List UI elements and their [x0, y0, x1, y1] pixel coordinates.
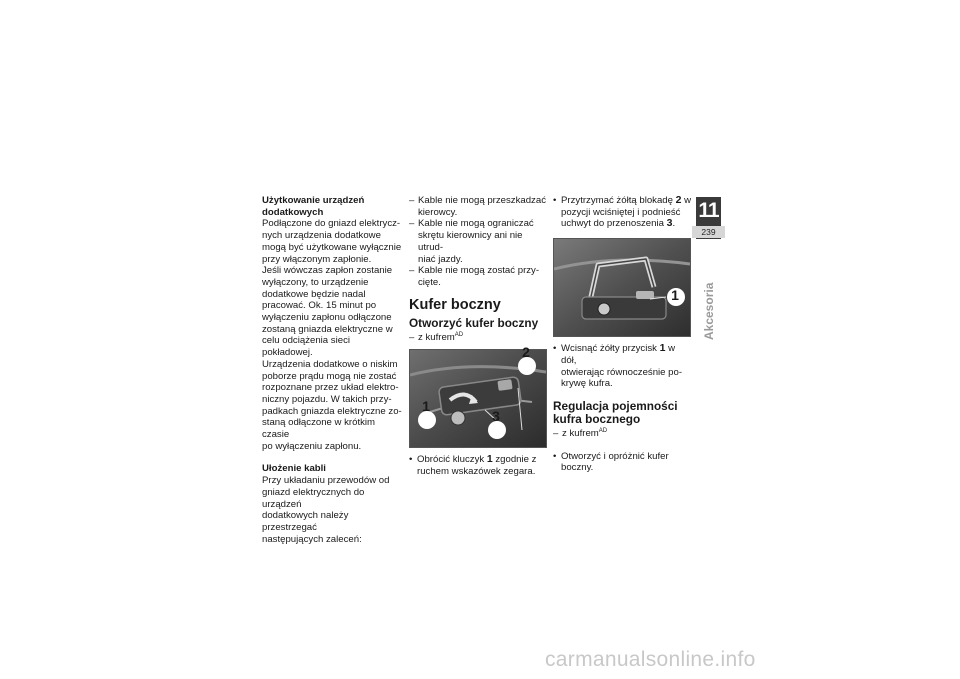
- text-line: Podłączone do gniazd elektrycz-: [262, 218, 401, 230]
- page-number: 239: [692, 226, 725, 238]
- condition-sup: AD: [598, 427, 608, 434]
- text-line: [561, 343, 693, 366]
- ref-number: 1: [659, 342, 666, 355]
- ref-number: 1: [486, 453, 493, 466]
- condition-text: z kufrem: [418, 331, 455, 343]
- condition-text: z kufrem: [562, 427, 599, 439]
- condition-sup: AD: [454, 331, 464, 338]
- callout-3: 3: [492, 408, 500, 424]
- text-line: boczny.: [561, 462, 594, 474]
- text-line: celu odciążenia sieci pokładowej.: [262, 335, 350, 359]
- callout-2: 2: [522, 344, 530, 360]
- text-line: niać jazdy.: [418, 253, 463, 265]
- heading-cable-routing: Ułożenie kabli: [262, 463, 326, 475]
- text-line: [561, 195, 693, 207]
- heading-line: dodatkowych: [262, 206, 324, 218]
- text-line: zostaną gniazda elektryczne w: [262, 323, 393, 335]
- column-middle: [409, 195, 549, 478]
- text-line: pozycji wciśniętej i podnieść: [561, 206, 681, 218]
- paragraph-cable-routing: [262, 475, 402, 545]
- paragraph-accessory-use: [262, 218, 402, 452]
- bullet-turn-key: [409, 454, 549, 477]
- chapter-side-label: Akcesoria: [702, 282, 716, 340]
- text-run: uchwyt do przenoszenia: [561, 218, 667, 230]
- text-line: krywę kufra.: [561, 378, 613, 390]
- heading-line: Użytkowanie urządzeń: [262, 195, 365, 206]
- text-line: kierowcy.: [418, 206, 458, 218]
- text-line: po wyłączeniu zapłonu.: [262, 440, 362, 452]
- text-line: nych urządzenia dodatkowe: [262, 230, 381, 242]
- text-line: padkach gniazda elektryczne zo-: [262, 405, 402, 417]
- text-line: [417, 454, 549, 466]
- text-line: Urządzenia dodatkowe o niskim: [262, 358, 398, 370]
- text-run: Wcisnąć żółty przycisk: [561, 343, 660, 355]
- callout-1-right: 1: [671, 287, 679, 303]
- text-line: pracować. Ok. 15 minut po: [262, 300, 377, 312]
- bullet-open-empty: [553, 451, 693, 474]
- text-line: rozpoznane przez układ elektro-: [262, 382, 399, 394]
- text-line: cięte.: [418, 276, 441, 288]
- text-line: następujących zaleceń:: [262, 533, 362, 545]
- column-left: [262, 195, 402, 545]
- bullet-hold-latch: [553, 195, 693, 230]
- subsection-title-adjust-volume: [553, 400, 693, 426]
- text-line: – Kable nie mogą zostać przy-: [418, 265, 540, 277]
- text-run: w: [681, 195, 692, 206]
- condition-note-right: [553, 428, 693, 440]
- chapter-number: 11: [698, 199, 719, 222]
- text-line: mogą być użytkowane wyłącznie: [262, 241, 402, 253]
- text-line: wyłączeniu zapłonu odłączone: [262, 312, 392, 324]
- condition-note: [409, 332, 549, 344]
- text-line: wyłączony, to urządzenie: [262, 276, 369, 288]
- callout-1: 1: [422, 398, 430, 414]
- text-line: poborze prądu mogą nie zostać: [262, 370, 397, 382]
- text-run: .: [672, 218, 676, 230]
- dash-item-cable-pinch: [409, 265, 549, 288]
- text-run: Przytrzymać żółtą blokadę: [561, 195, 676, 206]
- text-line: Przy układaniu przewodów od: [262, 475, 390, 487]
- text-line: • Otworzyć i opróżnić kufer: [561, 450, 669, 462]
- text-line: dodatkowych należy przestrzegać: [262, 510, 349, 533]
- text-line: niczny pojazdu. W takich przy-: [262, 393, 392, 405]
- watermark: carmanualsonline.info: [545, 648, 756, 671]
- text-line: – Kable nie mogą przeszkadzać: [418, 195, 546, 206]
- section-title: Kufer boczny: [409, 296, 501, 313]
- text-line: – Kable nie mogą ograniczać: [418, 218, 534, 230]
- subsection-title-open-case: Otworzyć kufer boczny: [409, 315, 539, 330]
- text-line: Jeśli wówczas zapłon zostanie: [262, 265, 393, 277]
- text-line: skrętu kierownicy ani nie utrud-: [418, 230, 523, 253]
- text-line: gniazd elektrycznych do urządzeń: [262, 486, 365, 510]
- ref-number: 3: [666, 217, 673, 230]
- text-run: zgodnie z: [492, 454, 537, 466]
- spacer: [553, 440, 693, 451]
- spacer: [262, 452, 402, 463]
- text-line: ruchem wskazówek zegara.: [417, 466, 536, 478]
- text-line: staną odłączone w krótkim czasie: [262, 417, 376, 441]
- heading-line: Regulacja pojemności: [553, 398, 678, 413]
- column-right: [553, 195, 693, 474]
- text-run: Obrócić kluczyk: [417, 454, 487, 466]
- text-line: [561, 218, 693, 230]
- text-line: przy włączonym zapłonie.: [262, 253, 372, 265]
- text-line: otwierając równocześnie po-: [561, 366, 683, 378]
- heading-accessory-use: [262, 195, 402, 218]
- text-line: dodatkowe będzie nadal: [262, 288, 366, 300]
- bullet-press-button: [553, 343, 693, 390]
- heading-line: kufra bocznego: [553, 411, 641, 426]
- dash-item-cable-steering: [409, 218, 549, 265]
- dash-item-cable-driver: [409, 195, 549, 218]
- ref-number: 2: [675, 194, 682, 206]
- text-run: w dół,: [561, 343, 676, 366]
